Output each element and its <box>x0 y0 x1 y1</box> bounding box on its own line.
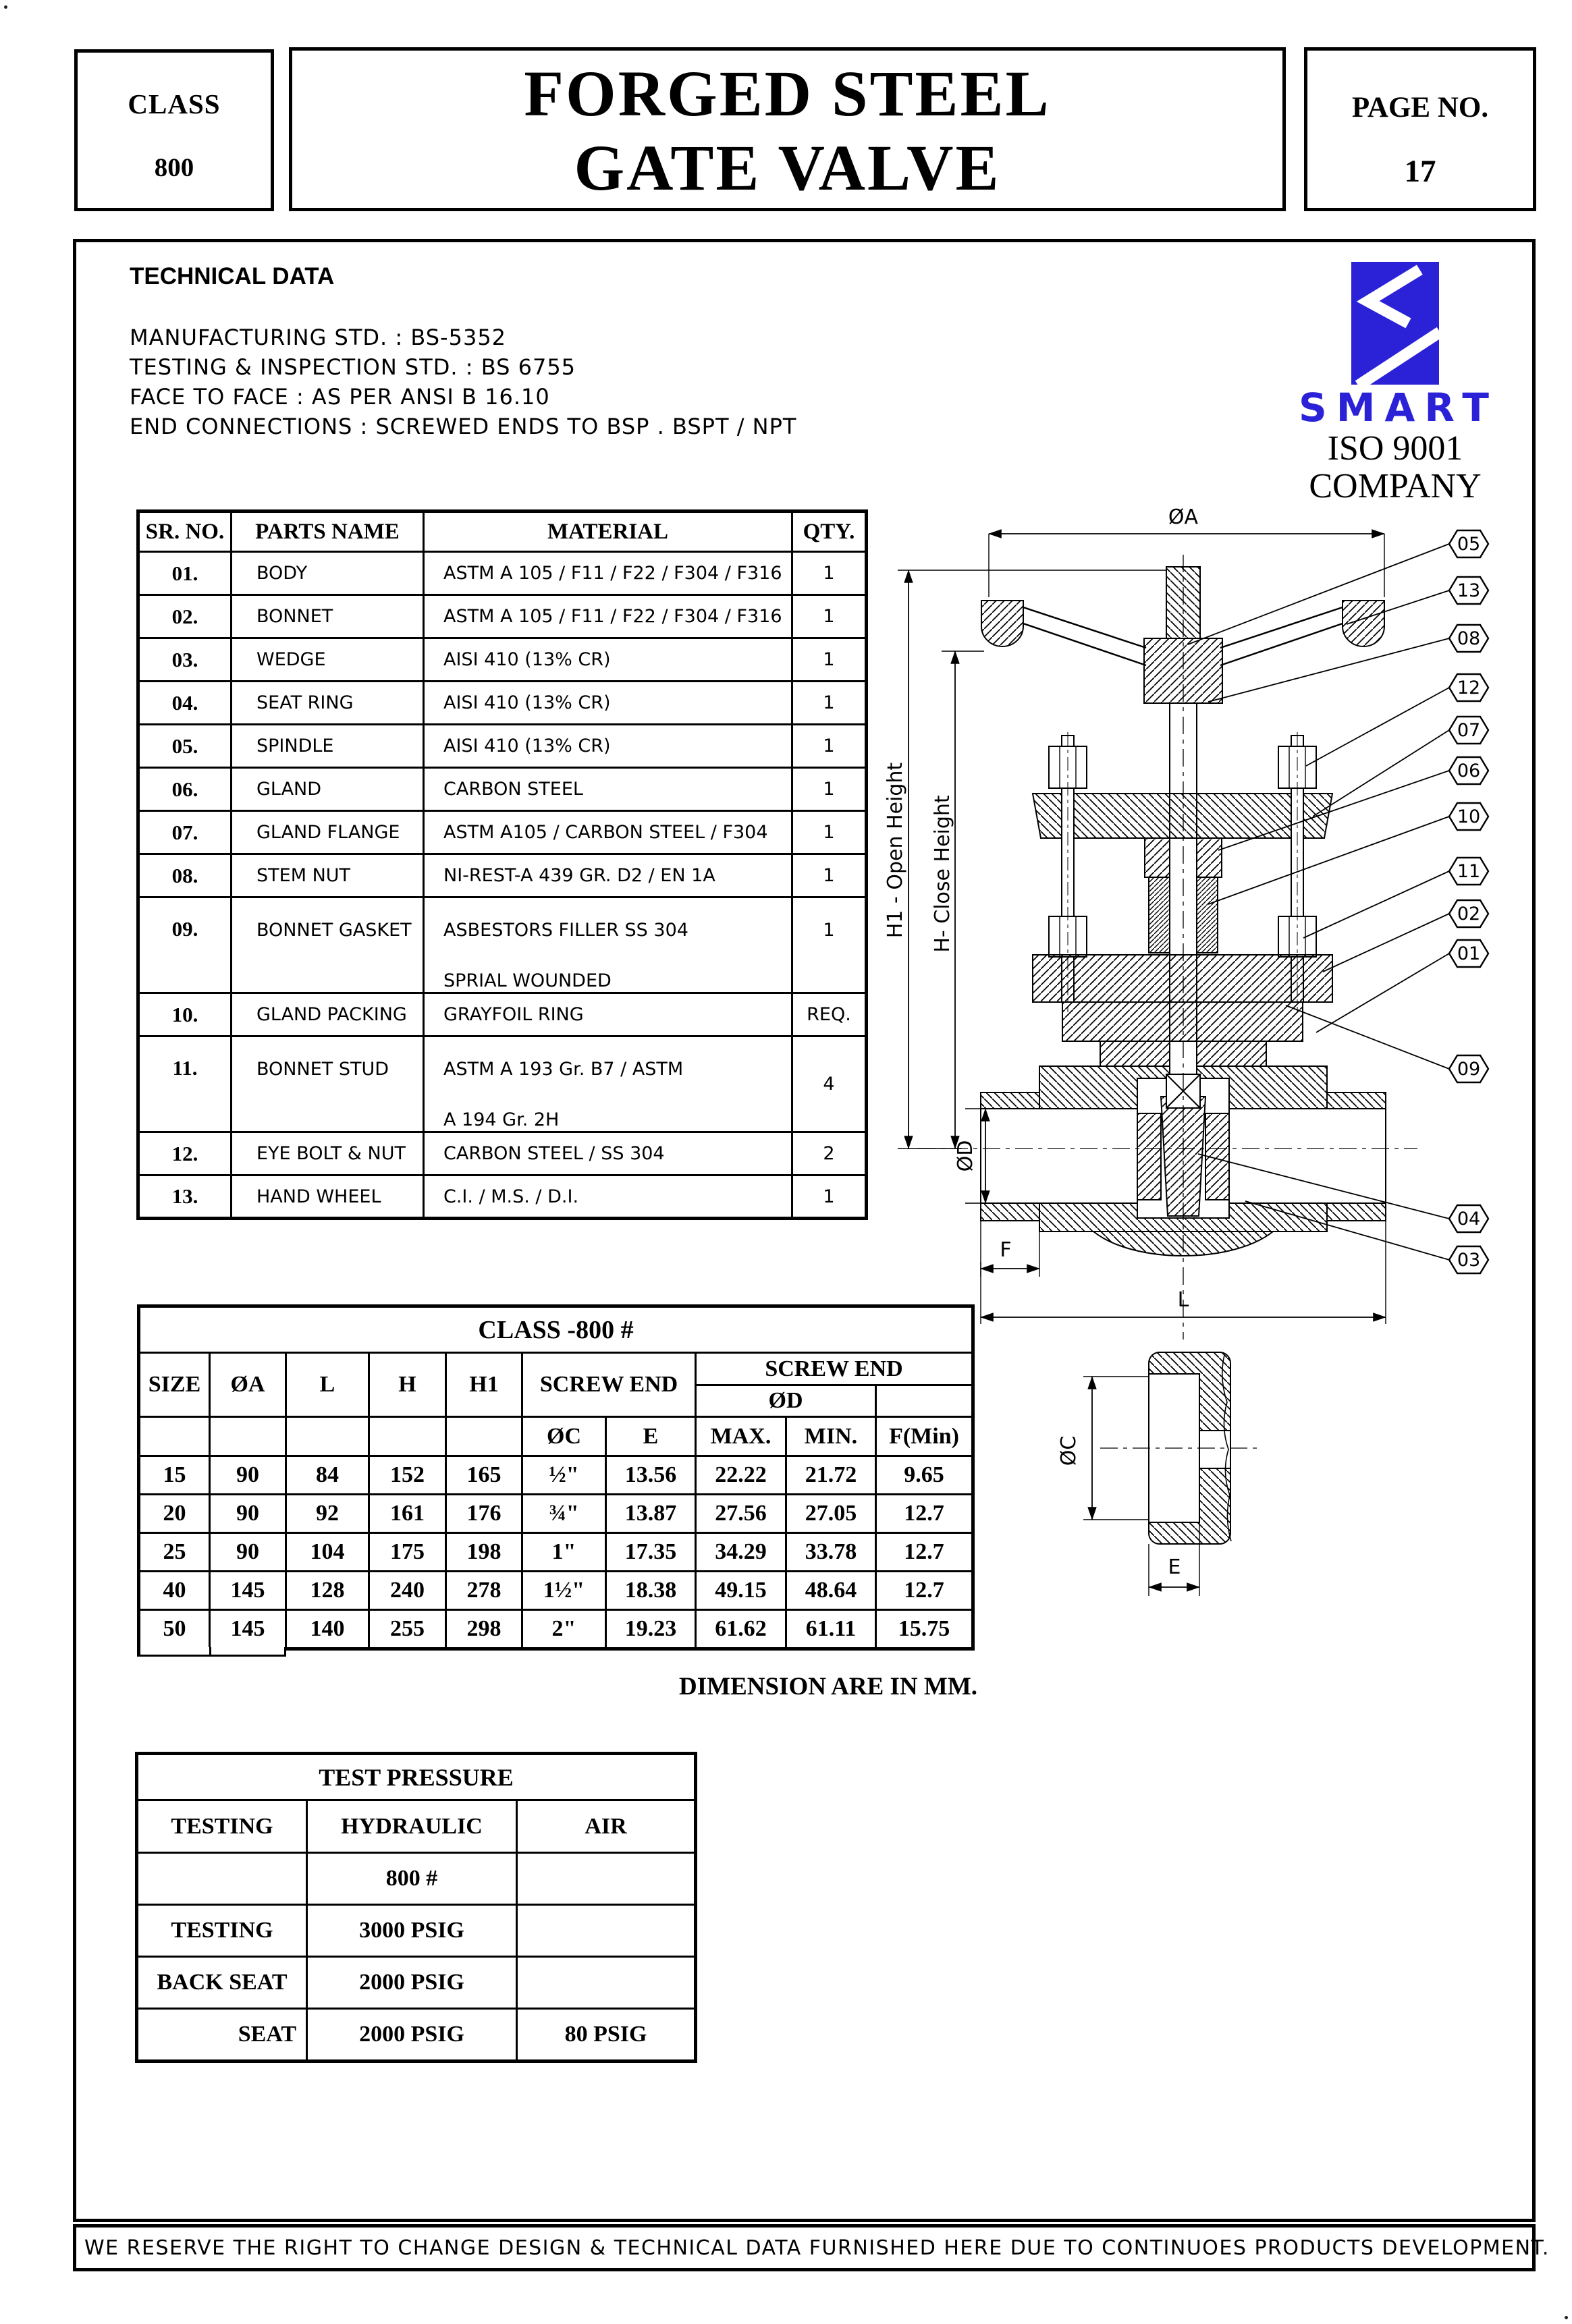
table-row <box>138 854 867 897</box>
stray-mark <box>1565 2316 1568 2319</box>
subheader-min: MIN. <box>786 1417 876 1456</box>
dim-table-subheader-row <box>139 1417 973 1456</box>
col-header-od: ØD <box>696 1385 876 1417</box>
part-material: AISI 410 (13% CR) <box>424 638 792 682</box>
dim-cell: 13.87 <box>606 1495 696 1533</box>
dim-cell: 1½" <box>522 1572 606 1610</box>
dim-label-oa: ØA <box>1168 505 1199 529</box>
callout-label: 09 <box>1457 1059 1481 1080</box>
col-header-sr-no: SR. NO. <box>138 511 232 552</box>
part-qty: 1 <box>792 1175 867 1219</box>
subheader-blank <box>369 1417 446 1456</box>
dim-cell: 49.15 <box>696 1572 786 1610</box>
test-cell: 800 # <box>307 1853 517 1905</box>
dim-table-header-row1 <box>139 1353 973 1385</box>
dim-cell: 104 <box>286 1533 369 1572</box>
technical-data-lines <box>130 323 796 441</box>
dim-cell: 90 <box>210 1456 286 1495</box>
test-pressure-table <box>135 1752 697 2063</box>
dim-cell: 12.7 <box>876 1495 973 1533</box>
part-name: SPINDLE <box>232 725 424 768</box>
dim-label-od: ØD <box>954 1140 977 1172</box>
part-name: EYE BOLT & NUT <box>232 1132 424 1175</box>
callout-label: 07 <box>1457 720 1481 741</box>
test-cell: 3000 PSIG <box>307 1905 517 1957</box>
part-material: AISI 410 (13% CR) <box>424 682 792 725</box>
table-row <box>138 811 867 854</box>
dim-cell: 61.11 <box>786 1610 876 1649</box>
iso-label: ISO 9001 <box>1327 429 1463 468</box>
part-name: GLAND FLANGE <box>232 811 424 854</box>
test-table-header-row <box>137 1800 696 1853</box>
test-cell: 80 PSIG <box>517 2009 696 2062</box>
part-material: CARBON STEEL / SS 304 <box>424 1132 792 1175</box>
part-material: ASTM A 105 / F11 / F22 / F304 / F316 <box>424 595 792 638</box>
dim-cell: 33.78 <box>786 1533 876 1572</box>
part-material: AISI 410 (13% CR) <box>424 725 792 768</box>
part-sr: 12. <box>138 1132 232 1175</box>
part-name: HAND WHEEL <box>232 1175 424 1219</box>
callout-label: 12 <box>1457 677 1481 698</box>
subheader-blank <box>446 1417 522 1456</box>
valve-drawing <box>871 499 1539 1633</box>
subheader-blank <box>210 1417 286 1456</box>
part-sr: 11. <box>138 1036 232 1132</box>
part-material: GRAYFOIL RING <box>424 993 792 1036</box>
dimension-note: DIMENSION ARE IN MM. <box>679 1673 977 1700</box>
part-material-line1: ASTM A 193 Gr. B7 / ASTM <box>443 1059 684 1080</box>
part-qty: REQ. <box>792 993 867 1036</box>
part-qty: 1 <box>792 682 867 725</box>
dim-cell: 40 <box>139 1572 210 1610</box>
table-row <box>138 1036 867 1132</box>
dim-table-step <box>211 1647 286 1657</box>
class-box <box>74 49 274 211</box>
col-header-oa: ØA <box>210 1353 286 1417</box>
callout-label: 06 <box>1457 760 1481 781</box>
dim-cell: 13.56 <box>606 1456 696 1495</box>
class-value: 800 <box>154 153 194 182</box>
dim-label-oc: ØC <box>1057 1435 1081 1466</box>
page-no-label: PAGE NO. <box>1351 92 1489 123</box>
technical-line: END CONNECTIONS : SCREWED ENDS TO BSP . BSPT / NPT <box>130 414 797 439</box>
col-header-l: L <box>286 1353 369 1417</box>
dim-cell: 50 <box>139 1610 210 1649</box>
col-header-screw-end-left: SCREW END <box>522 1353 696 1417</box>
table-row <box>137 1853 696 1905</box>
part-material <box>424 1036 792 1132</box>
callout-label: 13 <box>1457 580 1481 601</box>
part-material-line1: ASBESTORS FILLER SS 304 <box>443 920 688 941</box>
dim-cell: 84 <box>286 1456 369 1495</box>
part-qty: 1 <box>792 897 867 993</box>
table-row <box>138 993 867 1036</box>
callout-label: 10 <box>1457 806 1481 827</box>
dim-cell: 145 <box>210 1610 286 1649</box>
page-no-box <box>1304 47 1536 211</box>
table-row <box>139 1572 973 1610</box>
part-name: GLAND <box>232 768 424 811</box>
class-label: CLASS <box>128 88 221 119</box>
table-row <box>139 1610 973 1649</box>
page-title-line2: GATE VALVE <box>574 132 1001 204</box>
dim-cell: 48.64 <box>786 1572 876 1610</box>
test-cell: BACK SEAT <box>137 1957 307 2009</box>
part-sr: 03. <box>138 638 232 682</box>
dim-cell: 176 <box>446 1495 522 1533</box>
dim-cell: 240 <box>369 1572 446 1610</box>
dim-cell: 165 <box>446 1456 522 1495</box>
table-row <box>138 682 867 725</box>
col-header-hydraulic: HYDRAULIC <box>307 1800 517 1853</box>
subheader-max: MAX. <box>696 1417 786 1456</box>
callout-label: 08 <box>1457 628 1481 649</box>
part-qty: 1 <box>792 854 867 897</box>
dim-cell: 18.38 <box>606 1572 696 1610</box>
col-header-parts-name: PARTS NAME <box>232 511 424 552</box>
subheader-oc: ØC <box>522 1417 606 1456</box>
dim-cell: ¾" <box>522 1495 606 1533</box>
part-sr: 10. <box>138 993 232 1036</box>
smart-logo-icon <box>1351 262 1439 385</box>
dim-cell: 22.22 <box>696 1456 786 1495</box>
dim-cell: 145 <box>210 1572 286 1610</box>
part-name: STEM NUT <box>232 854 424 897</box>
page-title-line1: FORGED STEEL <box>524 57 1051 130</box>
part-qty: 1 <box>792 595 867 638</box>
parts-table-header-row <box>138 511 867 552</box>
part-qty: 1 <box>792 725 867 768</box>
part-name: BODY <box>232 552 424 595</box>
dim-cell: 140 <box>286 1610 369 1649</box>
dim-cell: ½" <box>522 1456 606 1495</box>
technical-line: MANUFACTURING STD. : BS-5352 <box>130 325 507 350</box>
table-row <box>138 552 867 595</box>
dim-cell: 198 <box>446 1533 522 1572</box>
subheader-e: E <box>606 1417 696 1456</box>
callout-label: 01 <box>1457 943 1481 964</box>
part-sr: 05. <box>138 725 232 768</box>
dim-cell: 278 <box>446 1572 522 1610</box>
part-name: SEAT RING <box>232 682 424 725</box>
table-row <box>138 768 867 811</box>
part-material: CARBON STEEL <box>424 768 792 811</box>
part-material-line2: SPRIAL WOUNDED <box>443 970 612 991</box>
dim-cell: 2" <box>522 1610 606 1649</box>
table-row <box>138 725 867 768</box>
valve-section <box>898 530 1488 1596</box>
callout-label: 05 <box>1457 534 1481 555</box>
dim-cell: 25 <box>139 1533 210 1572</box>
footer-disclaimer-text: WE RESERVE THE RIGHT TO CHANGE DESIGN & TECHNICAL DATA FURNISHED HERE DUE TO CONTINUOES PRODUCTS DEVELOPMENT. <box>84 2236 1550 2260</box>
callout-label: 02 <box>1457 904 1481 924</box>
subheader-blank <box>286 1417 369 1456</box>
dim-cell: 61.62 <box>696 1610 786 1649</box>
part-qty: 1 <box>792 811 867 854</box>
dim-cell: 12.7 <box>876 1533 973 1572</box>
dim-cell: 21.72 <box>786 1456 876 1495</box>
part-name: BONNET <box>232 595 424 638</box>
dim-cell: 12.7 <box>876 1572 973 1610</box>
dim-cell: 152 <box>369 1456 446 1495</box>
callout-label: 03 <box>1457 1250 1481 1271</box>
part-qty: 1 <box>792 768 867 811</box>
table-row <box>137 1905 696 1957</box>
table-row <box>138 897 867 993</box>
table-row <box>139 1533 973 1572</box>
dim-table-step <box>137 1647 211 1657</box>
part-qty: 1 <box>792 552 867 595</box>
col-header-air: AIR <box>517 1800 696 1853</box>
part-material: ASTM A105 / CARBON STEEL / F304 <box>424 811 792 854</box>
test-cell: SEAT <box>137 2009 307 2062</box>
dim-cell: 34.29 <box>696 1533 786 1572</box>
dim-cell: 15 <box>139 1456 210 1495</box>
table-row <box>137 2009 696 2062</box>
dim-cell: 92 <box>286 1495 369 1533</box>
col-header-h1: H1 <box>446 1353 522 1417</box>
dim-cell: 90 <box>210 1495 286 1533</box>
part-material <box>424 897 792 993</box>
part-material: NI-REST-A 439 GR. D2 / EN 1A <box>424 854 792 897</box>
dim-table-title: CLASS -800 # <box>139 1306 973 1353</box>
test-cell <box>517 1905 696 1957</box>
table-row <box>138 1132 867 1175</box>
parts-table <box>136 509 868 1220</box>
part-qty: 4 <box>792 1036 867 1132</box>
test-cell <box>517 1853 696 1905</box>
part-sr: 13. <box>138 1175 232 1219</box>
col-header-material: MATERIAL <box>424 511 792 552</box>
part-sr: 02. <box>138 595 232 638</box>
dim-cell: 1" <box>522 1533 606 1572</box>
technical-line: FACE TO FACE : AS PER ANSI B 16.10 <box>130 384 550 410</box>
part-sr: 08. <box>138 854 232 897</box>
part-name: BONNET GASKET <box>232 897 424 993</box>
subheader-blank <box>139 1417 210 1456</box>
dim-table-title-row <box>139 1306 973 1353</box>
stray-mark <box>4 5 7 9</box>
test-cell <box>137 1853 307 1905</box>
test-table-title: TEST PRESSURE <box>137 1754 696 1800</box>
dim-cell: 90 <box>210 1533 286 1572</box>
table-row <box>138 595 867 638</box>
dim-cell: 255 <box>369 1610 446 1649</box>
dim-cell: 9.65 <box>876 1456 973 1495</box>
part-material-line2: A 194 Gr. 2H <box>443 1109 560 1130</box>
table-row <box>138 638 867 682</box>
technical-line: TESTING & INSPECTION STD. : BS 6755 <box>130 354 576 380</box>
part-material: ASTM A 105 / F11 / F22 / F304 / F316 <box>424 552 792 595</box>
part-sr: 01. <box>138 552 232 595</box>
part-sr: 07. <box>138 811 232 854</box>
part-name: GLAND PACKING <box>232 993 424 1036</box>
dim-label-f: F <box>1000 1238 1012 1262</box>
col-header-qty: QTY. <box>792 511 867 552</box>
dim-cell: 15.75 <box>876 1610 973 1649</box>
test-cell: TESTING <box>137 1905 307 1957</box>
col-header-size: SIZE <box>139 1353 210 1417</box>
company-label: COMPANY <box>1309 467 1482 505</box>
part-sr: 04. <box>138 682 232 725</box>
callout-label: 11 <box>1457 861 1481 882</box>
subheader-fmin: F(Min) <box>876 1417 973 1456</box>
brand-name: SMART <box>1299 385 1498 431</box>
part-material: C.I. / M.S. / D.I. <box>424 1175 792 1219</box>
col-header-h: H <box>369 1353 446 1417</box>
table-row <box>138 1175 867 1219</box>
dim-cell: 27.05 <box>786 1495 876 1533</box>
table-row <box>139 1495 973 1533</box>
part-name: WEDGE <box>232 638 424 682</box>
page-no-value: 17 <box>1404 154 1436 189</box>
dim-cell: 20 <box>139 1495 210 1533</box>
col-header-testing: TESTING <box>137 1800 307 1853</box>
dim-label-e: E <box>1168 1555 1181 1579</box>
dim-cell: 161 <box>369 1495 446 1533</box>
dim-cell: 27.56 <box>696 1495 786 1533</box>
footer-disclaimer-box <box>73 2224 1550 2271</box>
dim-cell: 128 <box>286 1572 369 1610</box>
test-table-title-row <box>137 1754 696 1800</box>
part-sr: 06. <box>138 768 232 811</box>
company-logo <box>1268 262 1523 505</box>
technical-data-heading: TECHNICAL DATA <box>130 263 335 289</box>
title-box <box>289 47 1286 211</box>
table-row <box>139 1456 973 1495</box>
dim-label-h: H- Close Height <box>931 795 954 953</box>
dim-label-h1: H1 - Open Height <box>884 762 907 939</box>
dimensions-table <box>137 1304 975 1651</box>
test-cell: 2000 PSIG <box>307 1957 517 2009</box>
part-sr: 09. <box>138 897 232 993</box>
part-qty: 2 <box>792 1132 867 1175</box>
col-header-screw-end-right: SCREW END <box>696 1353 973 1385</box>
dim-label-l: L <box>1177 1288 1189 1312</box>
table-row <box>137 1957 696 2009</box>
part-qty: 1 <box>792 638 867 682</box>
part-name: BONNET STUD <box>232 1036 424 1132</box>
test-cell <box>517 1957 696 2009</box>
test-cell: 2000 PSIG <box>307 2009 517 2062</box>
dim-cell: 298 <box>446 1610 522 1649</box>
dim-cell: 175 <box>369 1533 446 1572</box>
callout-label: 04 <box>1457 1209 1481 1229</box>
dim-cell: 19.23 <box>606 1610 696 1649</box>
dim-cell: 17.35 <box>606 1533 696 1572</box>
